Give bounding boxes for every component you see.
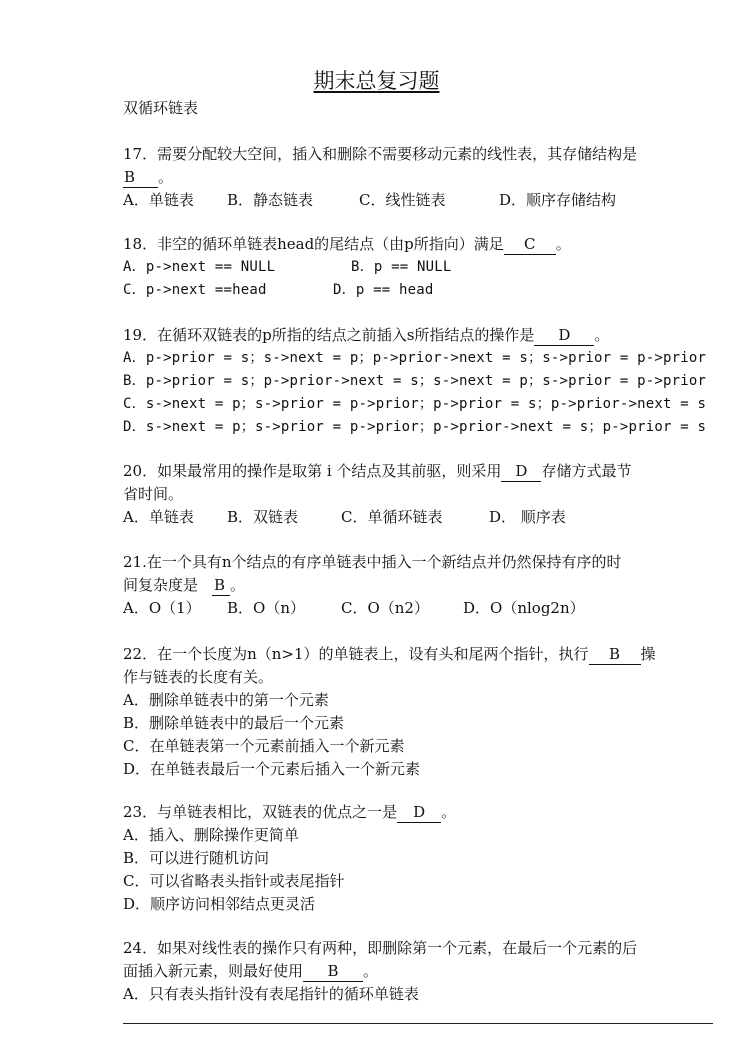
question-20-stem-line2: 省时间。 xyxy=(123,485,184,503)
q17-option-a: A．单链表 xyxy=(123,191,194,209)
footer-divider xyxy=(123,1023,713,1024)
question-18-text: 18．非空的循环单链表head的尾结点（由p所指向）满足 xyxy=(123,235,504,253)
question-20 xyxy=(123,460,713,529)
question-17 xyxy=(123,143,713,212)
question-21 xyxy=(123,551,713,620)
question-20-options xyxy=(123,506,713,529)
question-17-tail: 。 xyxy=(158,168,174,186)
question-22 xyxy=(123,643,713,781)
q23-option-c: C．可以省略表头指针或表尾指针 xyxy=(123,872,345,890)
question-19-tail: 。 xyxy=(594,326,610,344)
q23-option-b: B．可以进行随机访问 xyxy=(123,849,270,867)
q17-option-d: D．顺序存储结构 xyxy=(499,191,617,209)
question-24-tail: 。 xyxy=(363,962,379,980)
question-22-answer: B xyxy=(589,645,641,665)
q21-option-b: B．O（n） xyxy=(227,599,305,617)
question-18-options-row1 xyxy=(123,256,713,279)
q20-option-d: D． 顺序表 xyxy=(489,508,566,526)
q20-option-b: B．双链表 xyxy=(227,508,299,526)
question-22-stem-line2: 作与链表的长度有关。 xyxy=(123,668,274,686)
q20-option-a: A．单链表 xyxy=(123,508,194,526)
q21-option-a: A．O（1） xyxy=(123,599,201,617)
question-18-options-row2 xyxy=(123,279,713,302)
question-20-stem xyxy=(123,460,713,483)
question-20-answer: D xyxy=(501,462,541,482)
question-21-stem-line2 xyxy=(123,574,713,597)
page-title xyxy=(0,66,753,96)
question-20-text: 20．如果最常用的操作是取第 i 个结点及其前驱，则采用 xyxy=(123,462,502,480)
q19-option-a: A．p->prior = s；s->next = p；p->prior->next = s；s->prior = p->prior xyxy=(123,350,707,366)
q20-option-c: C．单循环链表 xyxy=(341,508,443,526)
question-19 xyxy=(123,324,713,439)
question-19-text: 19．在循环双链表的p所指的结点之前插入s所指结点的操作是 xyxy=(123,326,535,344)
question-24 xyxy=(123,937,713,1006)
question-21-text: 间复杂度是 xyxy=(123,576,199,594)
page-title-text: 期末总复习题 xyxy=(313,69,440,93)
q18-option-b: B．p == NULL xyxy=(351,259,452,275)
q22-option-c: C．在单链表第一个元素前插入一个新元素 xyxy=(123,737,405,755)
q18-option-d: D．p == head xyxy=(333,282,434,298)
q22-option-d: D．在单链表最后一个元素后插入一个新元素 xyxy=(123,760,421,778)
question-23 xyxy=(123,801,713,916)
question-24-text: 面插入新元素，则最好使用 xyxy=(123,962,304,980)
question-24-stem-line2 xyxy=(123,960,713,983)
section-heading: 双循环链表 xyxy=(123,99,199,117)
q19-option-b: B．p->prior = s；p->prior->next = s；s->next = p；s->prior = p->prior xyxy=(123,373,707,389)
question-23-answer: D xyxy=(397,803,441,823)
q22-option-a: A．删除单链表中的第一个元素 xyxy=(123,691,329,709)
question-19-stem xyxy=(123,324,713,347)
question-22-tail: 操 xyxy=(640,645,656,663)
q19-option-d: D．s->next = p；s->prior = p->prior；p->prior->next = s；p->prior = s xyxy=(123,419,707,435)
question-24-stem: 24．如果对线性表的操作只有两种，即删除第一个元素，在最后一个元素的后 xyxy=(123,939,638,957)
q18-option-a: A．p->next == NULL xyxy=(123,259,276,275)
question-23-stem xyxy=(123,801,713,824)
question-17-stem-line2 xyxy=(123,166,713,189)
question-21-tail: 。 xyxy=(230,576,246,594)
q21-option-c: C．O（n2） xyxy=(341,599,429,617)
q19-option-c: C．s->next = p；s->prior = p->prior；p->prior = s；p->prior->next = s xyxy=(123,396,707,412)
question-18-stem xyxy=(123,233,713,256)
q23-option-a: A．插入、删除操作更简单 xyxy=(123,826,299,844)
question-22-text: 22．在一个长度为n（n>1）的单链表上，设有头和尾两个指针，执行 xyxy=(123,645,589,663)
q21-option-d: D．O（nlog2n） xyxy=(463,599,585,617)
question-17-options xyxy=(123,189,713,212)
question-17-stem: 17．需要分配较大空间，插入和删除不需要移动元素的线性表，其存储结构是 xyxy=(123,145,638,163)
q22-option-b: B．删除单链表中的最后一个元素 xyxy=(123,714,345,732)
question-18-tail: 。 xyxy=(555,235,571,253)
question-21-stem: 21.在一个具有n个结点的有序单链表中插入一个新结点并仍然保持有序的时 xyxy=(123,553,622,571)
q24-option-a: A．只有表头指针没有表尾指针的循环单链表 xyxy=(123,985,419,1003)
question-21-options xyxy=(123,597,713,620)
question-19-answer: D xyxy=(534,326,594,346)
q18-option-c: C．p->next ==head xyxy=(123,282,267,298)
question-24-answer: B xyxy=(303,962,363,982)
question-23-text: 23．与单链表相比，双链表的优点之一是 xyxy=(123,803,398,821)
question-21-answer: B xyxy=(212,576,230,596)
question-20-tail: 存储方式最节 xyxy=(541,462,632,480)
question-23-tail: 。 xyxy=(441,803,457,821)
question-22-stem xyxy=(123,643,713,666)
q17-option-b: B．静态链表 xyxy=(227,191,314,209)
question-17-answer: B xyxy=(123,168,158,188)
question-18-answer: C xyxy=(504,235,556,255)
q23-option-d: D．顺序访问相邻结点更灵活 xyxy=(123,895,316,913)
q17-option-c: C．线性链表 xyxy=(359,191,446,209)
question-18 xyxy=(123,233,713,302)
